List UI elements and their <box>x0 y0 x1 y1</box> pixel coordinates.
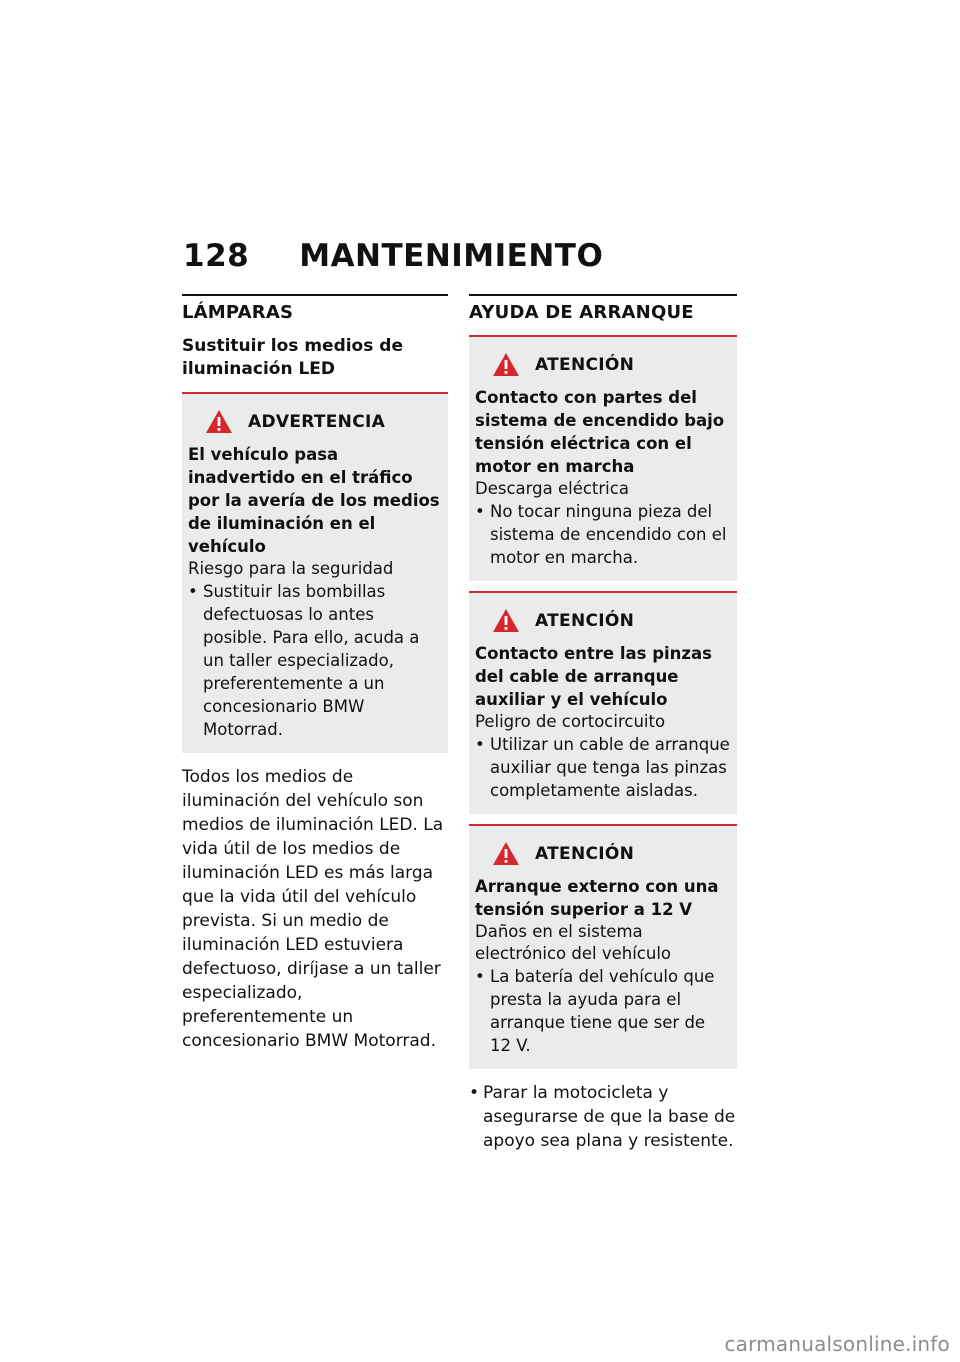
warning-cause: Riesgo para la seguridad <box>188 559 394 578</box>
section-rule <box>469 294 737 296</box>
caution-header <box>475 607 731 634</box>
right-column <box>469 294 737 1153</box>
caution-header <box>475 840 731 867</box>
warning-header <box>188 408 442 435</box>
warning-actions <box>188 580 442 741</box>
warning-level: ADVERTENCIA <box>248 411 386 432</box>
caution-heading: Contacto entre las pinzas del cable de arranque auxiliar y el vehículo <box>475 644 712 709</box>
caution-actions <box>475 965 731 1057</box>
caution-box <box>469 824 737 1069</box>
caution-action-item: • No tocar ninguna pieza del sistema de encendido con el motor en marcha. <box>475 500 731 569</box>
caution-actions <box>475 500 731 569</box>
watermark-text: carmanualsonline.info <box>724 1332 950 1356</box>
caution-heading: Contacto con partes del sistema de encendido bajo tensión eléctrica con el motor en marcha <box>475 388 725 476</box>
caution-actions <box>475 733 731 802</box>
caution-box <box>469 335 737 581</box>
left-column <box>182 294 448 1053</box>
section-title-ayuda-arranque: AYUDA DE ARRANQUE <box>469 302 694 323</box>
caution-header <box>475 351 731 378</box>
caution-heading: Arranque externo con una tensión superior a 12 V <box>475 877 719 919</box>
caution-action-item: • Utilizar un cable de arranque auxiliar que tenga las pinzas completamente aisladas. <box>475 733 731 802</box>
warning-action-item: • Sustituir las bombillas defectuosas lo antes posible. Para ello, acuda a un taller especializado, preferentemente a un concesionario BMW Motorrad. <box>188 580 442 741</box>
caution-cause: Descarga eléctrica <box>475 479 629 498</box>
warning-triangle-icon <box>491 351 521 378</box>
warning-heading: El vehículo pasa inadvertido en el tráfico por la avería de los medios de iluminación en el vehículo <box>188 445 440 556</box>
warning-triangle-icon <box>204 408 234 435</box>
caution-cause: Peligro de cortocircuito <box>475 712 666 731</box>
caution-box <box>469 591 737 814</box>
warning-triangle-icon <box>491 607 521 634</box>
section-rule <box>182 294 448 296</box>
page-number: 128 <box>183 238 250 274</box>
warning-triangle-icon <box>491 840 521 867</box>
caution-level: ATENCIÓN <box>535 354 635 375</box>
section-title-lamparas: LÁMPARAS <box>182 302 294 323</box>
procedure-step: • Parar la motocicleta y asegurarse de que la base de apoyo sea plana y resistente. <box>469 1081 737 1153</box>
caution-action-item: • La batería del vehículo que presta la ayuda para el arranque tiene que ser de 12 V. <box>475 965 731 1057</box>
body-paragraph: Todos los medios de iluminación del vehículo son medios de iluminación LED. La vida útil de los medios de iluminación LED es más larga que la vida útil del vehículo prevista. Si un medio de iluminación LED estuviera defectuoso, diríjase a un taller especializado, preferentemente un concesionario BMW Motorrad. <box>182 767 444 1051</box>
subsection-title: Sustituir los medios de iluminación LED <box>182 336 403 379</box>
caution-cause: Daños en el sistema electrónico del vehículo <box>475 922 672 963</box>
caution-level: ATENCIÓN <box>535 843 635 864</box>
warning-box <box>182 392 448 753</box>
page-header <box>183 238 603 274</box>
chapter-title: MANTENIMIENTO <box>299 238 604 274</box>
caution-level: ATENCIÓN <box>535 610 635 631</box>
